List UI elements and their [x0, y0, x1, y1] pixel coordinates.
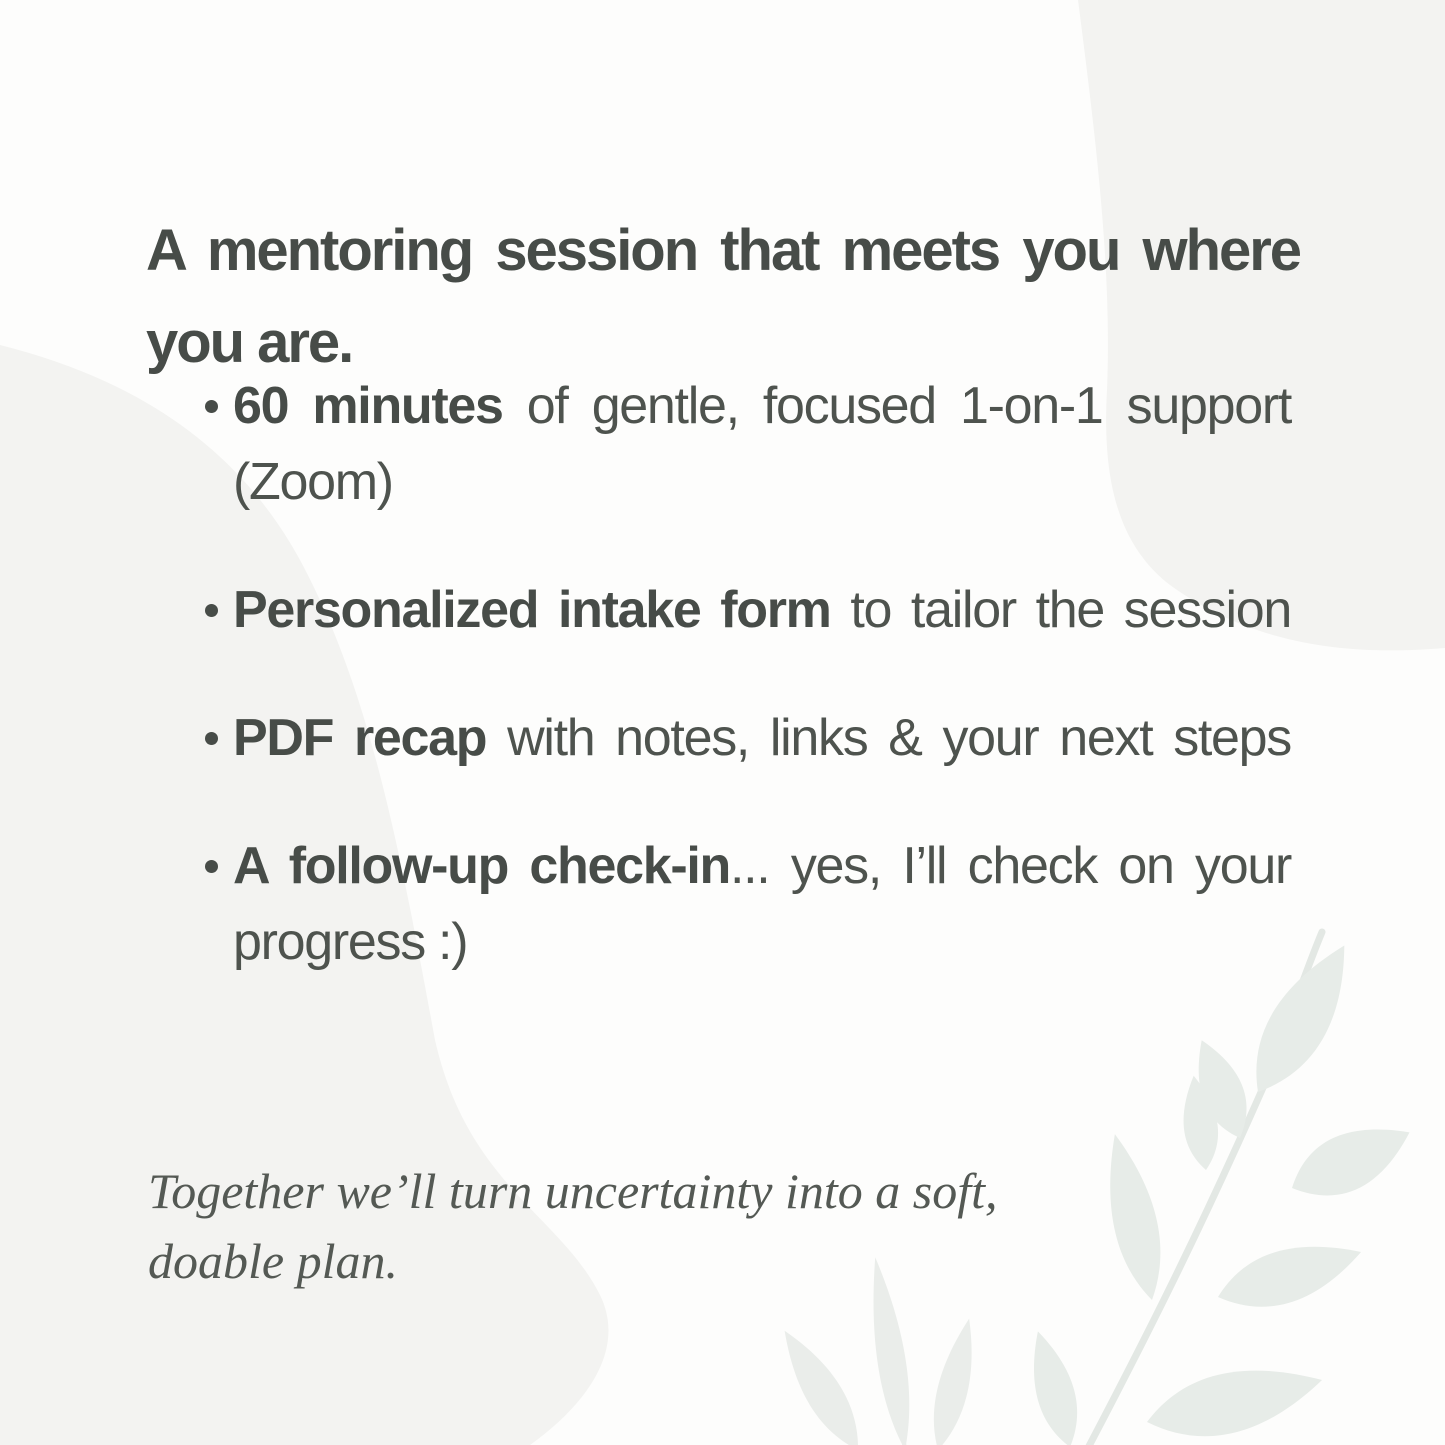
page-title [146, 205, 1300, 389]
list-item [203, 572, 1291, 648]
page-title-line1: A mentoring session that meets you where [146, 217, 1300, 283]
list-item [203, 368, 1291, 520]
feature-text: ... yes, I’ll check on your [730, 837, 1291, 895]
page-title-line2: you are. [146, 309, 353, 375]
list-item [203, 828, 1291, 980]
feature-text-line2: progress :) [233, 913, 468, 971]
feature-text: to tailor the session [830, 581, 1291, 639]
list-item [203, 700, 1291, 776]
closing-quote [148, 1156, 1208, 1296]
closing-quote-line1: Together we’ll turn uncertainty into a soft, [148, 1163, 998, 1219]
feature-highlight: 60 minutes [233, 377, 503, 435]
feature-highlight: Personalized intake form [233, 581, 831, 639]
feature-text: with notes, links & your next steps [486, 709, 1291, 767]
feature-text: of gentle, focused 1-on-1 support [502, 377, 1292, 435]
feature-highlight: A follow-up check-in [233, 837, 730, 895]
feature-list [203, 368, 1291, 980]
feature-highlight: PDF recap [233, 709, 487, 767]
feature-text-line2: (Zoom) [233, 453, 393, 511]
closing-quote-line2: doable plan. [148, 1233, 398, 1289]
